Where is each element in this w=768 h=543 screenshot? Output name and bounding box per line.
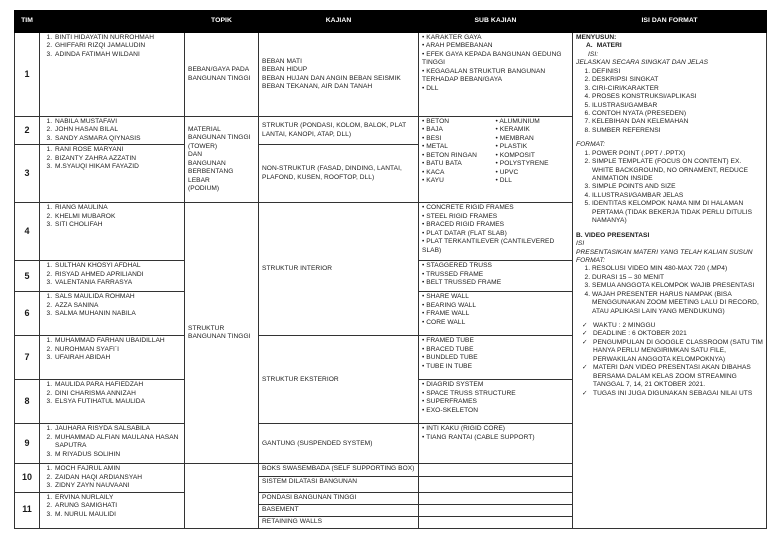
sub-kajian-item: • KEGAGALAN STRUKTUR BANGUNAN TERHADAP BEBAN/GAYA bbox=[422, 68, 569, 85]
team-members bbox=[40, 336, 185, 380]
team-number: 2 bbox=[15, 117, 40, 145]
sub-kajian-item: • PLAT DATAR (FLAT SLAB) bbox=[422, 230, 569, 238]
sub-kajian-item: • KARAKTER GAYA bbox=[422, 34, 569, 42]
member-name: 3. SITI CHOLIFAH bbox=[54, 221, 181, 229]
member-name: 1. SULTHAN KHOSYI AFDHAL bbox=[54, 262, 181, 270]
table-row bbox=[15, 33, 767, 117]
sub-kajian-item: • EXO-SKELETON bbox=[422, 407, 569, 415]
member-name: 2. KHELMI MUBAROK bbox=[54, 213, 181, 221]
sub-kajian-item: • SHARE WALL bbox=[422, 293, 569, 301]
sub-kajian-cell bbox=[419, 477, 573, 492]
team-number: 10 bbox=[15, 464, 40, 492]
list-item: 3. SEMUA ANGGOTA KELOMPOK WAJIB PRESENTASI bbox=[592, 282, 763, 290]
sub-kajian-item: • TRUSSED FRAME bbox=[422, 271, 569, 279]
sub-kajian-cell bbox=[419, 516, 573, 528]
kajian-line: BEBAN HIDUP bbox=[262, 66, 308, 74]
kajian-cell: RETAINING WALLS bbox=[259, 516, 419, 528]
isi-label: ISI bbox=[576, 240, 585, 248]
header-isi-format: ISI DAN FORMAT bbox=[573, 11, 767, 33]
section-a-description: JELASKAN SECARA SINGKAT DAN JELAS bbox=[576, 59, 709, 67]
sub-kajian-item: • BRACED RIGID FRAMES bbox=[422, 221, 569, 229]
format-label: FORMAT: bbox=[576, 256, 606, 264]
list-item: 4. WAJAH PRESENTER HARUS NAMPAK (BISA MENGGUNAKAN ZOOM MEETING LALU DI RECORD, ATAU APLIKASI LAIN YANG MENDUKUNG) bbox=[592, 291, 763, 316]
kajian-cell: STRUKTUR INTERIOR bbox=[259, 203, 419, 336]
sub-kajian-item: • ARAH PEMBEBANAN bbox=[422, 42, 569, 50]
isi-format-cell bbox=[573, 33, 767, 529]
sub-kajian-cell bbox=[419, 464, 573, 477]
kajian-cell: BOKS SWASEMBADA (SELF SUPPORTING BOX) bbox=[259, 464, 419, 477]
sub-kajian-cell bbox=[419, 336, 573, 380]
team-members bbox=[40, 424, 185, 464]
member-name: 1. BINTI HIDAYATIN NURROHMAH bbox=[54, 34, 181, 42]
member-name: 3. VALENTANIA FARRASYA bbox=[54, 279, 181, 287]
sub-kajian-item: • TIANG RANTAI (CABLE SUPPORT) bbox=[422, 434, 569, 442]
sub-kajian-item: • TUBE IN TUBE bbox=[422, 363, 569, 371]
team-number: 1 bbox=[15, 33, 40, 117]
kajian-line: BEBAN TEKANAN, AIR DAN TANAH bbox=[262, 82, 373, 90]
sub-kajian-cell bbox=[419, 492, 573, 504]
kajian-cell: STRUKTUR EKSTERIOR bbox=[259, 336, 419, 424]
kajian-cell: GANTUNG (SUSPENDED SYSTEM) bbox=[259, 424, 419, 464]
sub-kajian-item: • POLYSTYRENE bbox=[496, 160, 570, 168]
list-item: 1. DEFINISI bbox=[592, 68, 763, 76]
section-a-format-list bbox=[576, 150, 763, 226]
sub-kajian-item: • METAL bbox=[422, 143, 496, 151]
team-members bbox=[40, 33, 185, 117]
sub-kajian-item: • KACA bbox=[422, 169, 496, 177]
header-members bbox=[40, 11, 185, 33]
note-item: ✓ PENGUMPULAN DI GOOGLE CLASSROOM (SATU TIM HANYA PERLU MENGIRIMKAN SATU FILE, PERWAKILAN ANGGOTA KELOMPOKNYA) bbox=[580, 339, 763, 364]
sub-kajian-item: • EFEK GAYA KEPADA BANGUNAN GEDUNG TINGGI bbox=[422, 51, 569, 68]
sub-kajian-item: • FRAME WALL bbox=[422, 310, 569, 318]
section-a-heading bbox=[586, 42, 763, 50]
list-item: 1. POWER POINT (.PPT / .PPTX) bbox=[592, 150, 763, 158]
topik-line: BANGUNAN TINGGI bbox=[188, 134, 251, 142]
member-name: 3. ELSYA FUTIHATUL MAULIDA bbox=[54, 398, 181, 406]
sub-kajian-item: • FRAMED TUBE bbox=[422, 337, 569, 345]
member-name: 1. JAUHARA RISYDA SALSABILA bbox=[54, 425, 181, 433]
team-number: 9 bbox=[15, 424, 40, 464]
notes-list bbox=[576, 322, 763, 398]
note-item: ✓ MATERI DAN VIDEO PRESENTASI AKAN DIBAHAS BERSAMA DALAM KELAS ZOOM STREAMING TANGGAL 7, 14, 21 OKTOBER 2021. bbox=[580, 364, 763, 389]
member-name: 2. RISYAD AHMED APRILIANDI bbox=[54, 271, 181, 279]
kajian-cell: PONDASI BANGUNAN TINGGI bbox=[259, 492, 419, 504]
format-label: FORMAT: bbox=[576, 141, 606, 149]
sub-kajian-item: • MEMBRAN bbox=[496, 135, 570, 143]
member-name: 3. UFAIRAH ABIDAH bbox=[54, 354, 181, 362]
sub-kajian-item: • BRACED TUBE bbox=[422, 346, 569, 354]
team-number: 11 bbox=[15, 492, 40, 528]
list-item: 2. SIMPLE TEMPLATE (FOCUS ON CONTENT) EX. WHITE BACKGROUND, NO ORNAMENT, REDUCE ANIMATION INSIDE bbox=[592, 158, 763, 183]
topik-line: MATERIAL bbox=[188, 125, 221, 133]
member-name: 2. GHIFFARI RIZQI JAMALUDIN bbox=[54, 42, 181, 50]
note-item: ✓ TUGAS INI JUGA DIGUNAKAN SEBAGAI NILAI UTS bbox=[580, 390, 763, 398]
section-b-title: VIDEO PRESENTASI bbox=[584, 231, 650, 239]
list-item: 5. IDENTITAS KELOMPOK NAMA NIM DI HALAMAN PERTAMA (TIDAK BEKERJA TIDAK PERLU DITULIS NAMANYA) bbox=[592, 200, 763, 225]
sub-kajian-item: • BETON bbox=[422, 118, 496, 126]
team-number: 6 bbox=[15, 292, 40, 336]
team-number: 4 bbox=[15, 203, 40, 261]
topik-line: DAN bbox=[188, 151, 203, 159]
member-name: 1. MOCH FAJRUL AMIN bbox=[54, 465, 181, 473]
team-members bbox=[40, 292, 185, 336]
kajian-cell: BASEMENT bbox=[259, 504, 419, 516]
sub-kajian-item: • SUPERFRAMES bbox=[422, 398, 569, 406]
member-name: 2. NUROHMAN SYAFI`I bbox=[54, 346, 181, 354]
team-number: 5 bbox=[15, 261, 40, 292]
team-members bbox=[40, 380, 185, 424]
team-members bbox=[40, 261, 185, 292]
sub-kajian-item: • CORE WALL bbox=[422, 319, 569, 327]
header-tim: TIM bbox=[15, 11, 40, 33]
sub-kajian-item: • ALUMUNIUM bbox=[496, 118, 570, 126]
note-item: ✓ DEADLINE : 6 OKTOBER 2021 bbox=[580, 330, 763, 338]
topik-line: (TOWER) bbox=[188, 142, 218, 150]
sub-kajian-item: • STEEL RIGID FRAMES bbox=[422, 213, 569, 221]
kajian-cell: STRUKTUR (PONDASI, KOLOM, BALOK, PLAT LANTAI, KANOPI, ATAP, DLL) bbox=[259, 117, 419, 145]
sub-kajian-item: • KAYU bbox=[422, 177, 496, 185]
menyusun-label: MENYUSUN: bbox=[576, 34, 617, 41]
list-item: 4. ILLUSTRASI/GAMBAR JELAS bbox=[592, 192, 763, 200]
team-number: 8 bbox=[15, 380, 40, 424]
team-members bbox=[40, 145, 185, 203]
sub-kajian-item: • KERAMIK bbox=[496, 126, 570, 134]
header-topik: TOPIK bbox=[185, 11, 259, 33]
sub-kajian-cell bbox=[419, 33, 573, 117]
sub-kajian-item: • BUNDLED TUBE bbox=[422, 354, 569, 362]
topik-line: BERBENTANG LEBAR bbox=[188, 168, 234, 184]
team-number: 3 bbox=[15, 145, 40, 203]
section-b-description: PRESENTASIKAN MATERI YANG TELAH KALIAN SUSUN bbox=[576, 248, 753, 256]
list-item: 2. DESKRIPSI SINGKAT bbox=[592, 76, 763, 84]
sub-kajian-cell bbox=[419, 380, 573, 424]
list-item: 3. CIRI-CIRI/KARAKTER bbox=[592, 85, 763, 93]
sub-kajian-item: • DLL bbox=[422, 85, 569, 93]
kajian-line: BEBAN HUJAN DAN ANGIN BEBAN SEISMIK bbox=[262, 74, 401, 82]
sub-kajian-item: • BATU BATA bbox=[422, 160, 496, 168]
member-name: 2. AZZA SANINA bbox=[54, 302, 181, 310]
team-members bbox=[40, 464, 185, 492]
sub-kajian-item: • SPACE TRUSS STRUCTURE bbox=[422, 390, 569, 398]
member-name: 3. M. NURUL MAULIDI bbox=[54, 511, 181, 519]
member-name: 1. SALS MAULIDA ROHMAH bbox=[54, 293, 181, 301]
section-b-letter: B. bbox=[576, 231, 583, 239]
member-name: 3. M.SYAUQI HIKAM FAYAZID bbox=[54, 163, 181, 171]
member-name: 2. BIZANTY ZAHRA AZZATIN bbox=[54, 155, 181, 163]
sub-kajian-item: • STAGGERED TRUSS bbox=[422, 262, 569, 270]
section-a-list bbox=[576, 68, 763, 136]
isi-label: ISI: bbox=[588, 50, 599, 58]
sub-kajian-item: • DIAGRID SYSTEM bbox=[422, 381, 569, 389]
kajian-cell: NON-STRUKTUR (FASAD, DINDING, LANTAI, PLAFOND, KUSEN, ROOFTOP, DLL) bbox=[259, 145, 419, 203]
header-sub-kajian: SUB KAJIAN bbox=[419, 11, 573, 33]
team-members bbox=[40, 492, 185, 528]
team-members bbox=[40, 117, 185, 145]
section-b-heading bbox=[576, 232, 763, 240]
sub-kajian-cell bbox=[419, 203, 573, 261]
kajian-line: BEBAN MATI bbox=[262, 57, 302, 65]
sub-kajian-item: • INTI KAKU (RIGID CORE) bbox=[422, 425, 569, 433]
topik-cell bbox=[185, 464, 259, 528]
member-name: 3. SALMA MUHANIN NABILA bbox=[54, 310, 181, 318]
sub-kajian-cell bbox=[419, 292, 573, 336]
section-a-title: MATERI bbox=[596, 42, 622, 50]
member-name: 2. ZAIDAN HAQI ARDIANSYAH bbox=[54, 474, 181, 482]
sub-kajian-item: • DLL bbox=[496, 177, 570, 185]
sub-kajian-cell bbox=[419, 261, 573, 292]
topik-line: (PODIUM) bbox=[188, 184, 220, 192]
sub-kajian-item: • PLASTIK bbox=[496, 143, 570, 151]
team-number: 7 bbox=[15, 336, 40, 380]
sub-kajian-item: • BELT TRUSSED FRAME bbox=[422, 279, 569, 287]
member-name: 1. MAULIDA PARA HAFIEDZAH bbox=[54, 381, 181, 389]
kajian-cell: SISTEM DILATASI BANGUNAN bbox=[259, 477, 419, 492]
list-item: 6. CONTOH NYATA (PRESEDEN) bbox=[592, 110, 763, 118]
member-name: 3. SANDY ASMARA QIYNASIS bbox=[54, 135, 181, 143]
member-name: 2. ARUNG SAMIGHATI bbox=[54, 502, 181, 510]
sub-kajian-item: • CONCRETE RIGID FRAMES bbox=[422, 204, 569, 212]
topik-cell: STRUKTUR BANGUNAN TINGGI bbox=[185, 203, 259, 464]
topik-cell bbox=[185, 117, 259, 203]
member-name: 3. M RIYADUS SOLIHIN bbox=[54, 451, 181, 459]
sub-kajian-item: • PLAT TERKANTILEVER (CANTILEVERED SLAB) bbox=[422, 238, 569, 255]
section-a-letter: A. bbox=[586, 42, 593, 50]
member-name: 2. DINI CHARISMA ANNIZAH bbox=[54, 390, 181, 398]
member-name: 3. ZIDNY ZAYN NAUVAANI bbox=[54, 482, 181, 490]
sub-kajian-item: • BEARING WALL bbox=[422, 302, 569, 310]
list-item: 7. KELEBIHAN DAN KELEMAHAN bbox=[592, 118, 763, 126]
list-item: 8. SUMBER REFERENSI bbox=[592, 127, 763, 135]
kajian-cell bbox=[259, 33, 419, 117]
sub-kajian-item: • BAJA bbox=[422, 126, 496, 134]
list-item: 3. SIMPLE POINTS AND SIZE bbox=[592, 183, 763, 191]
member-name: 1. MUHAMMAD FARHAN UBAIDILLAH bbox=[54, 337, 181, 345]
sub-kajian-item: • KOMPOSIT bbox=[496, 152, 570, 160]
team-members bbox=[40, 203, 185, 261]
member-name: 1. NABILA MUSTAFAVI bbox=[54, 118, 181, 126]
section-b-format-list bbox=[576, 265, 763, 316]
sub-kajian-cell bbox=[419, 424, 573, 464]
note-item: ✓ WAKTU : 2 MINGGU bbox=[580, 322, 763, 330]
topik-line: BANGUNAN bbox=[188, 159, 226, 167]
member-name: 1. RANI ROSE MARYANI bbox=[54, 146, 181, 154]
sub-kajian-cell bbox=[419, 504, 573, 516]
list-item: 4. PROSES KONSTRUKSI/APLIKASI bbox=[592, 93, 763, 101]
member-name: 1. ERVINA NURLAILY bbox=[54, 494, 181, 502]
sub-kajian-item: • BETON RINGAN bbox=[422, 152, 496, 160]
sub-kajian-item: • UPVC bbox=[496, 169, 570, 177]
assignment-table bbox=[14, 10, 767, 529]
list-item: 1. RESOLUSI VIDEO MIN 480-MAX 720 (.MP4) bbox=[592, 265, 763, 273]
list-item: 5. ILUSTRASI/GAMBAR bbox=[592, 102, 763, 110]
member-name: 2. JOHN HASAN BILAL bbox=[54, 126, 181, 134]
topik-cell: BEBAN/GAYA PADA BANGUNAN TINGGI bbox=[185, 33, 259, 117]
list-item: 2. DURASI 15 – 30 MENIT bbox=[592, 274, 763, 282]
member-name: 1. RIANG MAULINA bbox=[54, 204, 181, 212]
member-name: 3. ADINDA FATIMAH WILDANI bbox=[54, 51, 181, 59]
sub-kajian-item: • BESI bbox=[422, 135, 496, 143]
member-name: 2. MUHAMMAD ALFIAN MAULANA HASAN SAPUTRA bbox=[54, 434, 181, 451]
header-kajian: KAJIAN bbox=[259, 11, 419, 33]
header-row bbox=[15, 11, 767, 33]
sub-kajian-cell bbox=[419, 117, 573, 203]
